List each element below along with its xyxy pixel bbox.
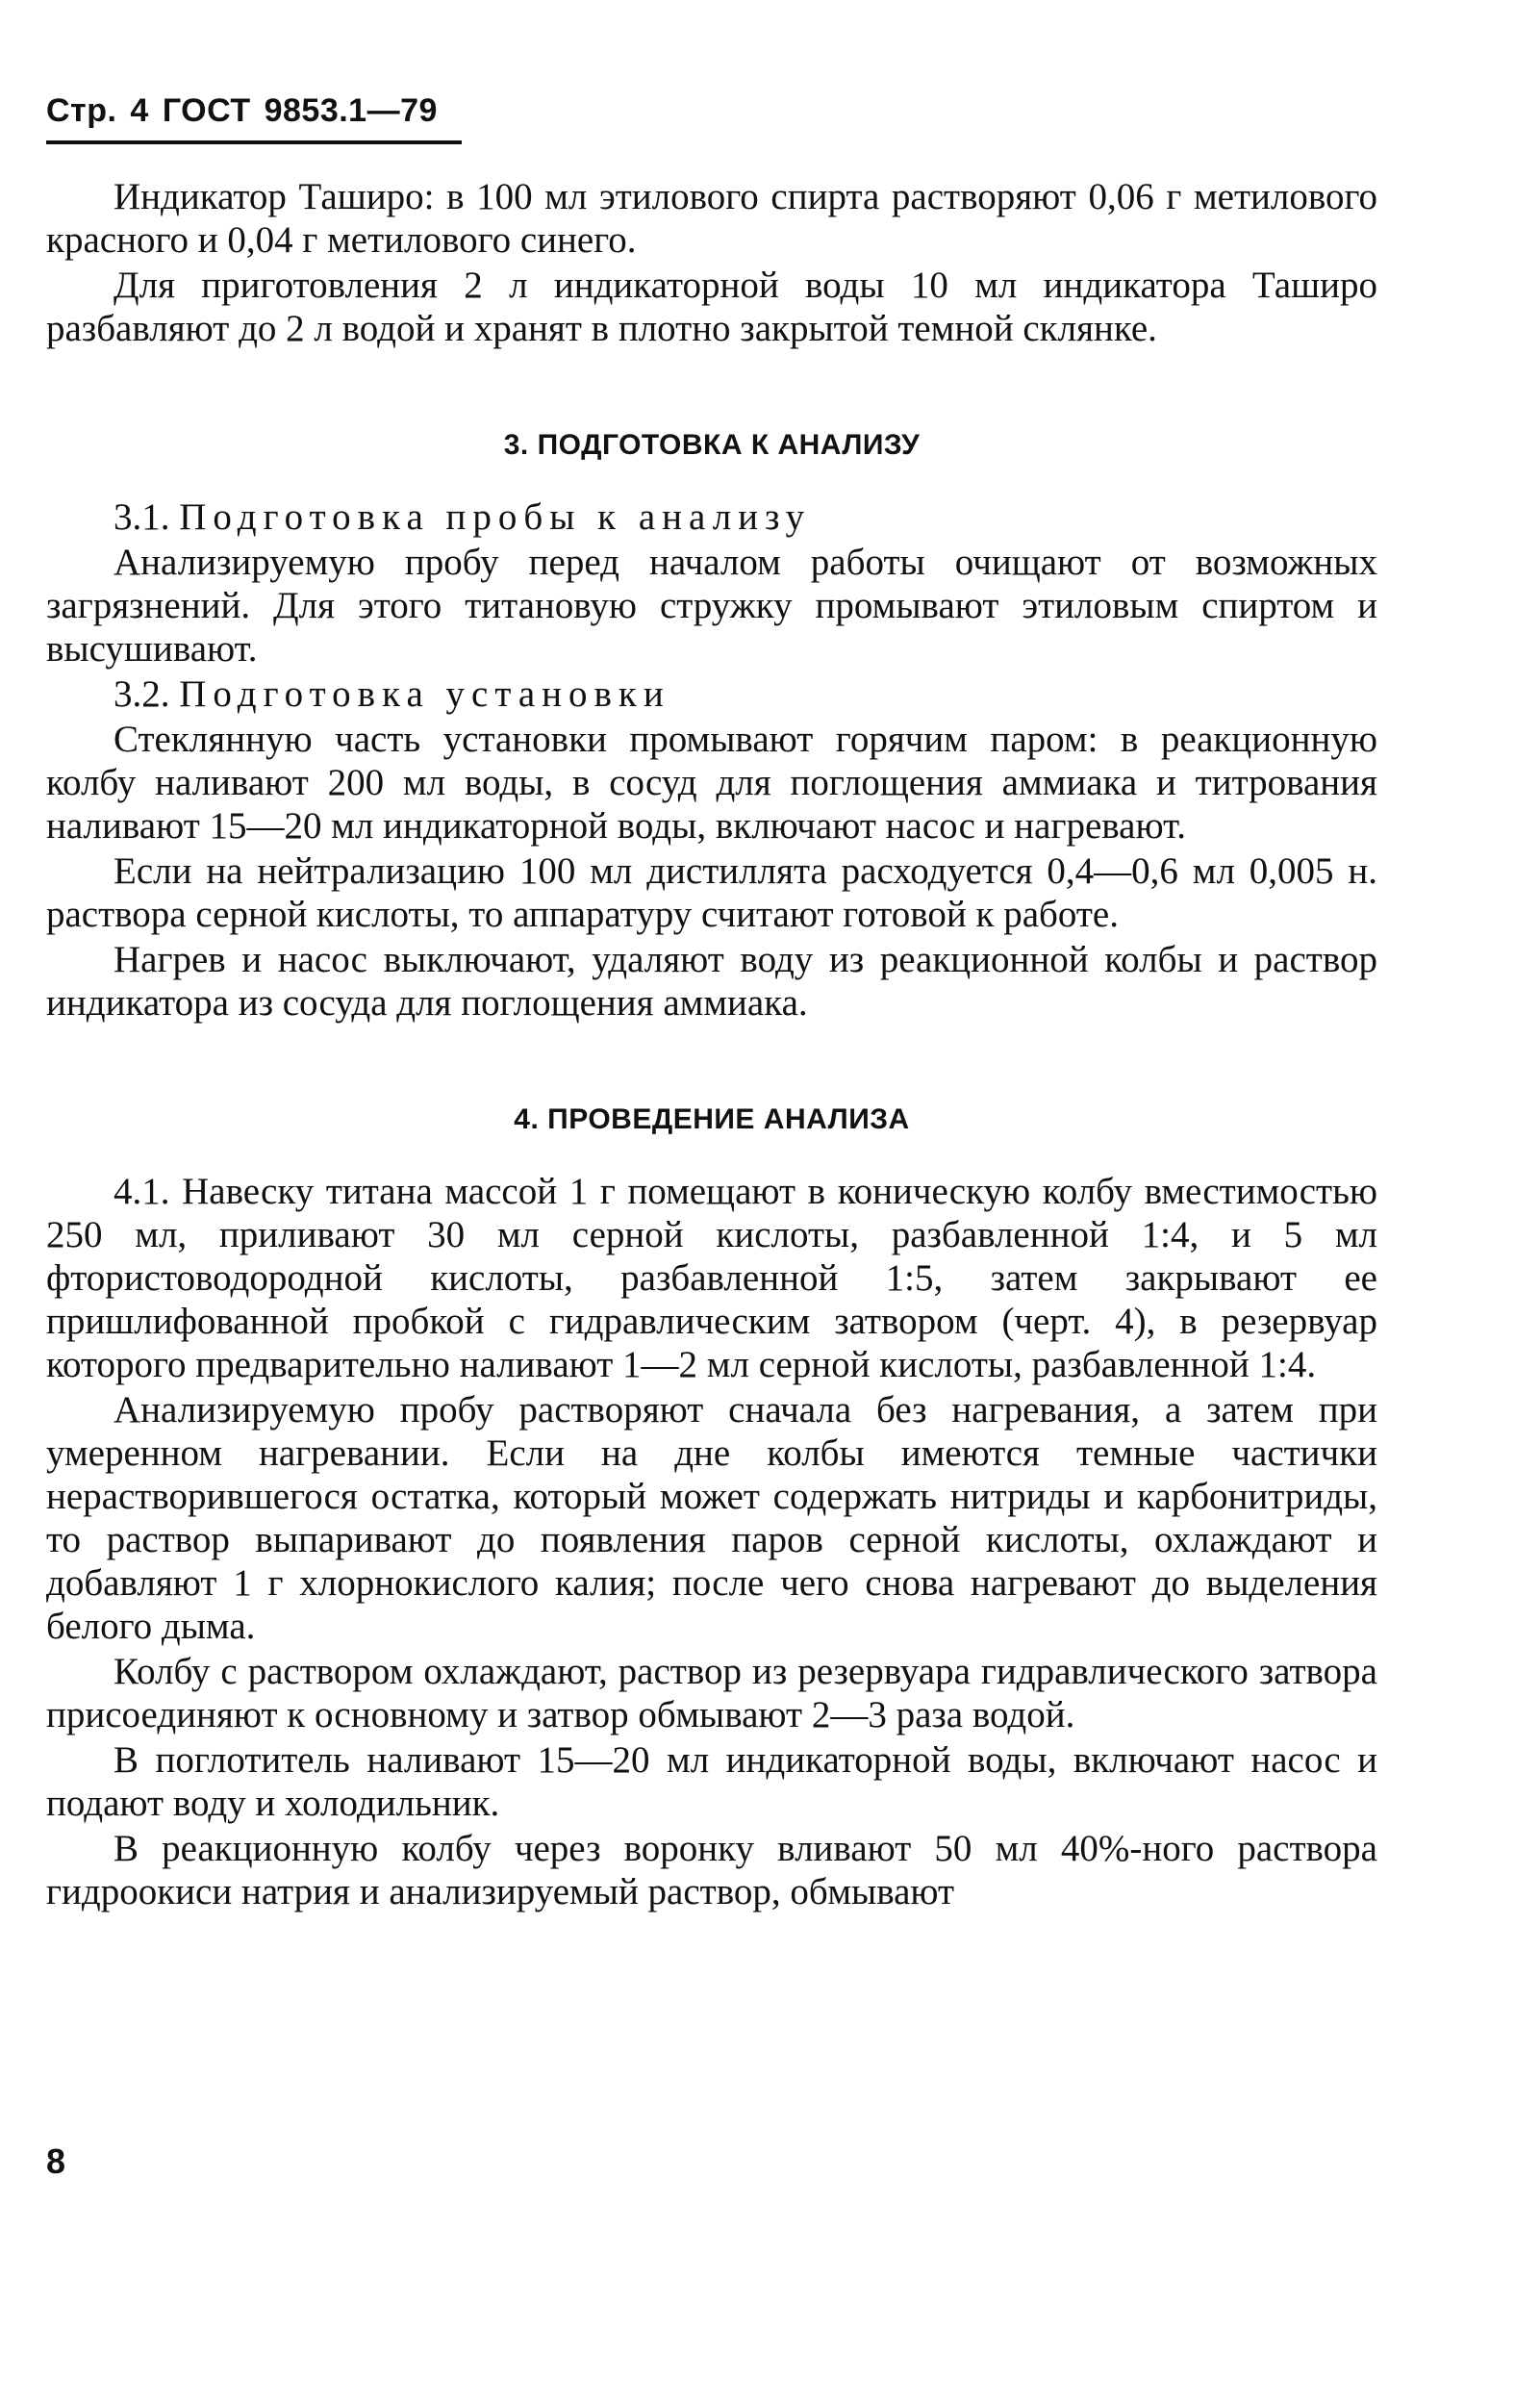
section-4-title: 4. ПРОВЕДЕНИЕ АНАЛИЗА (514, 1103, 910, 1135)
standard-label: ГОСТ (162, 92, 251, 129)
subsection-3-2-paragraph-3: Нагрев и насос выключают, удаляют воду из реакционной колбы и раствор индикатора из сосуда для поглощения аммиака. (46, 939, 1377, 1024)
page-folio: 8 (46, 2141, 66, 2181)
subsection-3-2-paragraph-2: Если на нейтрализацию 100 мл дистиллята расходуется 0,4—0,6 мл 0,005 н. раствора серной кислоты, то аппаратуру считают готовой к работе. (46, 850, 1377, 935)
subsection-3-2-paragraph-1: Стеклянную часть установки промывают горячим паром: в реакционную колбу наливают 200 мл воды, в сосуд для поглощения аммиака и титрования наливают 15—20 мл индикаторной воды, включают насос и нагревают. (46, 719, 1377, 847)
subsection-3-2-title: Подготовка установки (179, 673, 670, 715)
document-body (46, 175, 1377, 1913)
subsection-3-1-number: 3.1. (114, 496, 170, 538)
standard-code: 9853.1—79 (264, 92, 438, 129)
section-3-title: 3. ПОДГОТОВКА К АНАЛИЗУ (503, 429, 921, 461)
intro-paragraph-2: Для приготовления 2 л индикаторной воды 10 мл индикатора Таширо разбавляют до 2 л водой и хранят в плотно закрытой темной склянке. (46, 265, 1377, 349)
section-4-paragraph-5: В реакционную колбу через воронку вливают 50 мл 40%-ного раствора гидроокиси натрия и анализируемый раствор, обмывают (46, 1828, 1377, 1912)
running-header (46, 92, 438, 130)
page-label: Стр. (46, 92, 117, 129)
section-4-paragraph-3: Колбу с раствором охлаждают, раствор из резервуара гидравлического затвора присоединяют к основному и затвор обмывают 2—3 раза водой. (46, 1651, 1377, 1735)
header-rule (46, 140, 462, 144)
section-4-paragraph-4: В поглотитель наливают 15—20 мл индикаторной воды, включают насос и подают воду и холодильник. (46, 1739, 1377, 1824)
subsection-3-2-heading (46, 672, 1377, 716)
header-page-number: 4 (130, 92, 149, 129)
intro-paragraph-1: Индикатор Таширо: в 100 мл этилового спирта растворяют 0,06 г метилового красного и 0,04 г метилового синего. (46, 176, 1377, 261)
subsection-3-1-title: Подготовка пробы к анализу (179, 496, 812, 538)
subsection-3-2-number: 3.2. (114, 673, 170, 715)
subsection-3-1-text: Анализируемую пробу перед началом работы очищают от возможных загрязнений. Для этого титановую стружку промывают этиловым спиртом и высушивают. (46, 542, 1377, 670)
subsection-3-1-heading (46, 495, 1377, 539)
section-4-paragraph-1: 4.1. Навеску титана массой 1 г помещают в коническую колбу вместимостью 250 мл, приливают 30 мл серной кислоты, разбавленной 1:4, и 5 мл фтористоводородной кислоты, разбавленной 1:5, затем закрывают ее пришлифованной пробкой с гидравлическим затвором (черт. 4), в резервуар которого предварительно наливают 1—2 мл серной кислоты, разбавленной 1:4. (46, 1171, 1377, 1385)
section-4-paragraph-2: Анализируемую пробу растворяют сначала без нагревания, а затем при умеренном нагревании. Если на дне колбы имеются темные частички нерастворившегося остатка, который может содержать нитриды и карбонитриды, то раствор выпаривают до появления паров серной кислоты, охлаждают и добавляют 1 г хлорнокислого калия; после чего снова нагревают до выделения белого дыма. (46, 1389, 1377, 1647)
